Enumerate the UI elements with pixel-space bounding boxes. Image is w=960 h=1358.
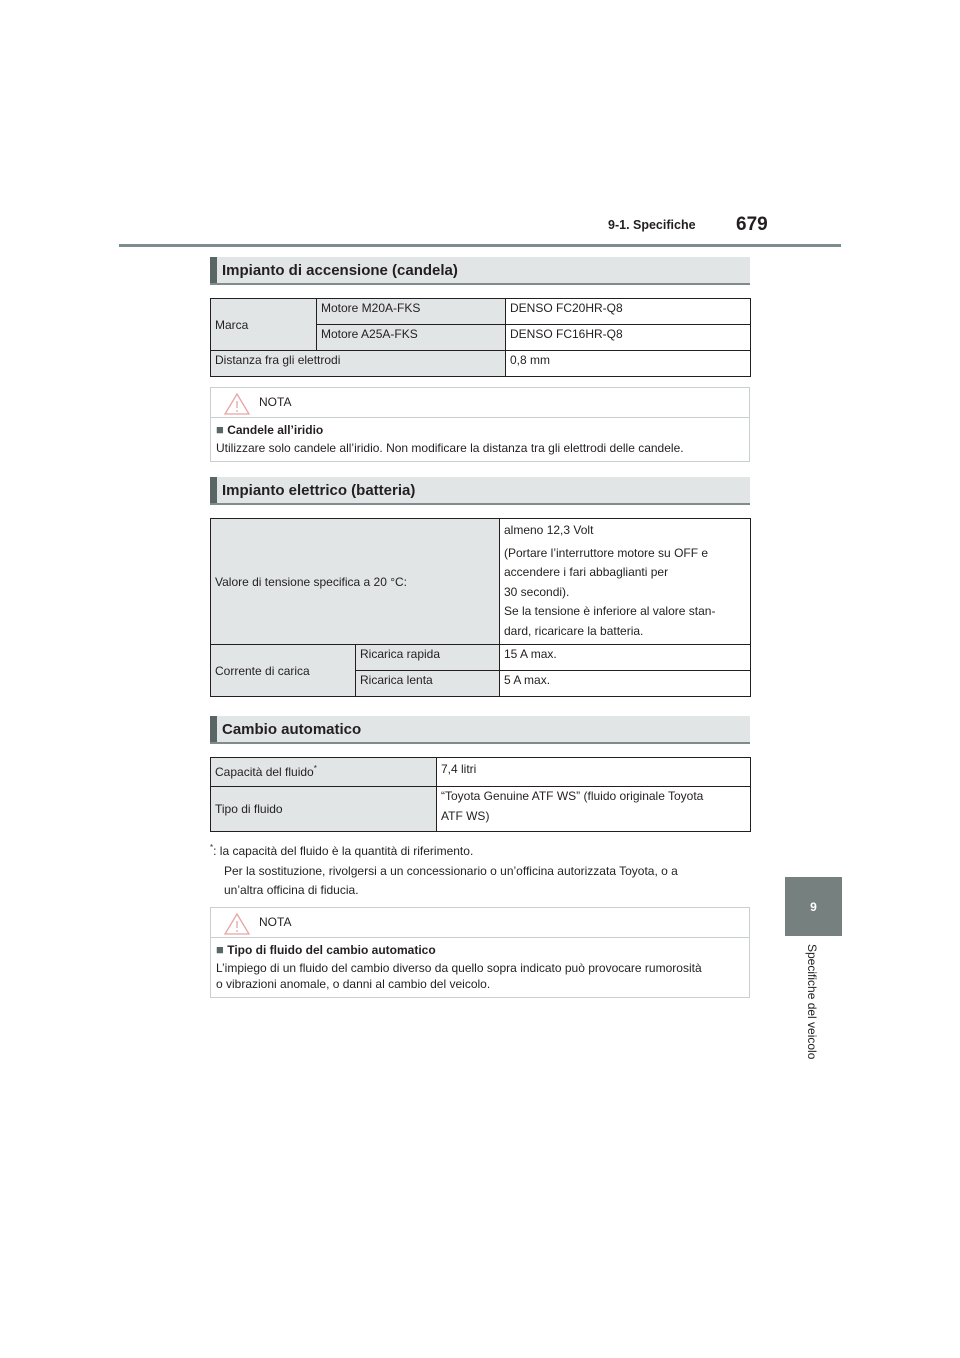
- note-title: ■ Tipo di fluido del cambio automatico: [216, 942, 436, 957]
- chapter-title: Specifiche del veicolo: [805, 944, 819, 1060]
- note-title: ■ Candele all’iridio: [216, 422, 324, 437]
- table-row: [211, 519, 751, 645]
- brand-label: Marca: [211, 299, 317, 351]
- plug-cell: DENSO FC16HR-Q8: [506, 325, 751, 351]
- engine-cell: Motore A25A-FKS: [317, 325, 506, 351]
- fluid-type-value: “Toyota Genuine ATF WS” (fluido originale Toyota ATF WS): [437, 787, 751, 832]
- warning-icon: [224, 393, 250, 415]
- note-label: NOTA: [259, 395, 292, 409]
- note-text: Utilizzare solo candele all’iridio. Non modificare la distanza tra gli elettrodi delle candele.: [216, 441, 684, 455]
- footnote-line: : la capacità del fluido è la quantità di riferimento.: [213, 844, 474, 858]
- chapter-number: 9: [810, 899, 817, 914]
- section-header-transmission: [210, 716, 750, 744]
- voltage-label: Valore di tensione specifica a 20 °C:: [211, 519, 500, 645]
- charge-value: 15 A max.: [500, 645, 751, 671]
- fluid-type-label: Tipo di fluido: [211, 787, 437, 832]
- section-header-ignition: [210, 257, 750, 285]
- section-accent-bar: [210, 257, 217, 283]
- section-accent-bar: [210, 477, 217, 503]
- section-title: Impianto di accensione (candela): [222, 262, 458, 279]
- engine-cell: Motore M20A-FKS: [317, 299, 506, 325]
- table-row: [211, 645, 751, 671]
- warning-icon: [224, 913, 250, 935]
- page-number: 679: [736, 214, 768, 235]
- note-text: L’impiego di un fluido del cambio diverso da quello sopra indicato può provocare rumorosità o vibrazioni anomale, o danni al cambio del veicolo.: [216, 961, 702, 991]
- note-label: NOTA: [259, 915, 292, 929]
- footnote-mark: *: [210, 843, 214, 852]
- voltage-value: almeno 12,3 Volt (Portare l’interruttore motore su OFF e accendere i fari abbaglianti per 30 secondi). Se la tensione è inferiore al valore stan- dard, ricaricare la batteria.: [500, 519, 751, 645]
- table-row: [211, 299, 751, 325]
- section-header-battery: [210, 477, 750, 505]
- square-bullet-icon: ■: [216, 942, 224, 957]
- chapter-tab[interactable]: [785, 877, 842, 936]
- footnote: [210, 838, 750, 901]
- note-box-iridium: [210, 387, 750, 462]
- section-title: Cambio automatico: [222, 721, 362, 738]
- footnote-line: Per la sostituzione, rivolgersi a un concessionario o un’officina autorizzata Toyota, o a: [224, 863, 678, 878]
- ignition-table: [210, 298, 751, 377]
- plug-cell: DENSO FC20HR-Q8: [506, 299, 751, 325]
- gap-label: Distanza fra gli elettrodi: [211, 351, 506, 377]
- charge-label: Corrente di carica: [211, 645, 356, 697]
- battery-table: [210, 518, 751, 697]
- note-header: [211, 908, 749, 938]
- transmission-table: [210, 757, 751, 832]
- charge-mode: Ricarica rapida: [356, 645, 500, 671]
- square-bullet-icon: ■: [216, 422, 224, 437]
- table-row: [211, 758, 751, 787]
- section-title: Impianto elettrico (batteria): [222, 482, 416, 499]
- section-accent-bar: [210, 716, 217, 742]
- gap-value: 0,8 mm: [506, 351, 751, 377]
- charge-value: 5 A max.: [500, 671, 751, 697]
- table-row: [211, 351, 751, 377]
- capacity-label: Capacità del fluido*: [211, 758, 437, 787]
- capacity-value: 7,4 litri: [437, 758, 751, 787]
- footnote-line: un’altra officina di fiducia.: [224, 883, 359, 897]
- note-header: [211, 388, 749, 418]
- section-heading: 9-1. Specifiche: [608, 218, 696, 232]
- chapter-side-label: [805, 944, 825, 1084]
- charge-mode: Ricarica lenta: [356, 671, 500, 697]
- header-divider: [119, 244, 841, 247]
- table-row: [211, 787, 751, 832]
- note-box-fluid-type: [210, 907, 750, 998]
